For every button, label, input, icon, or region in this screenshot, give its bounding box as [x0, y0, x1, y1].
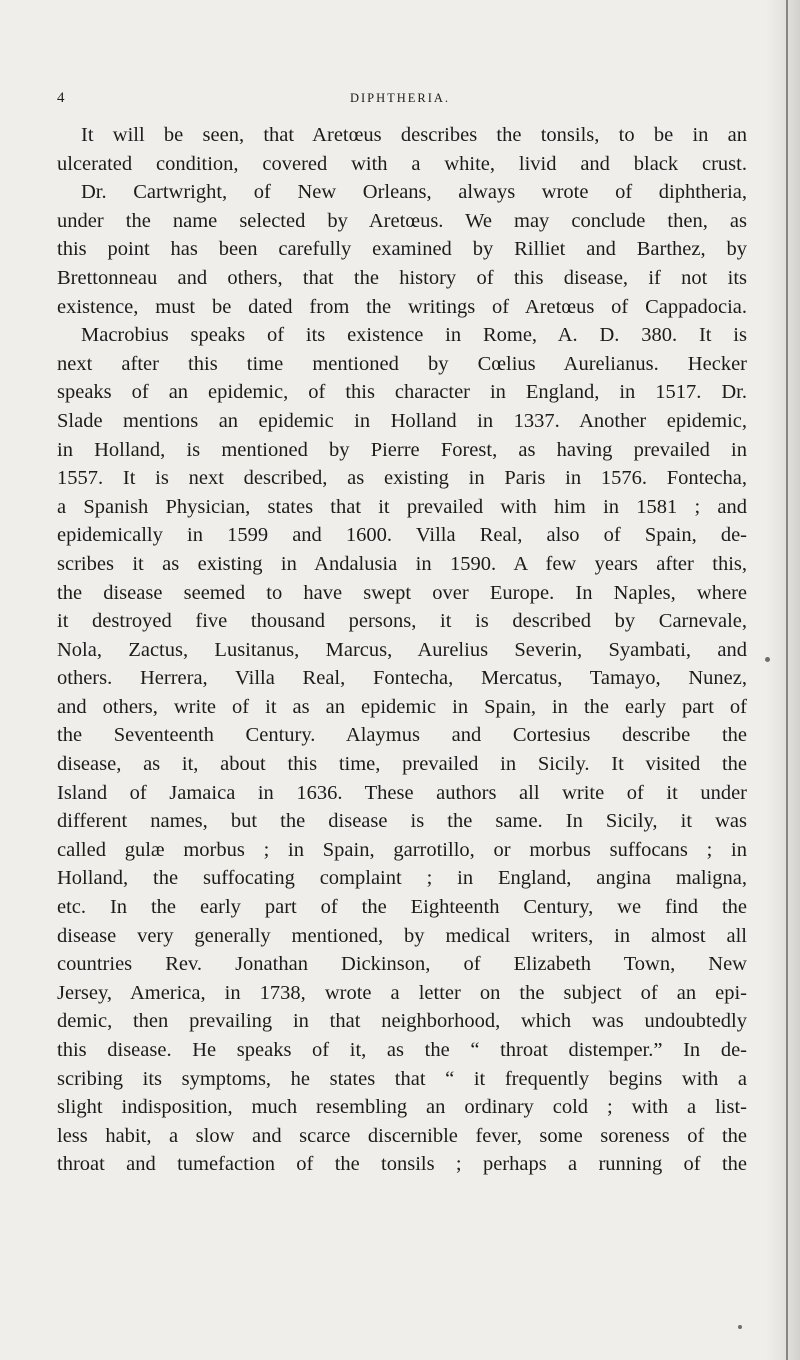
text-line: 1557. It is next described, as existing in Paris in 1576. Fontecha, [57, 467, 747, 490]
text-line: ulcerated condition, covered with a white, livid and black crust. [57, 152, 747, 175]
text-line: slight indisposition, much resembling an ordinary cold ; with a list- [57, 1096, 747, 1119]
text-line: a Spanish Physician, states that it prevailed with him in 1581 ; and [57, 495, 747, 518]
page-number: 4 [57, 90, 65, 106]
text-line: less habit, a slow and scarce discernible fever, some soreness of the [57, 1124, 747, 1147]
text-line: It will be seen, that Aretœus describes the tonsils, to be in an [81, 124, 747, 146]
text-line: Holland, the suffocating complaint ; in England, angina maligna, [57, 867, 747, 890]
text-line: the Seventeenth Century. Alaymus and Cortesius describe the [57, 724, 747, 747]
running-head: DIPHTHERIA. [349, 91, 451, 105]
text-line: existence, must be dated from the writings of Aretœus of Cappadocia. [57, 295, 747, 318]
text-line: countries Rev. Jonathan Dickinson, of Elizabeth Town, New [57, 953, 747, 976]
paper-speck [738, 1325, 742, 1329]
page-edge-line [786, 0, 788, 1360]
text-line: and others, write of it as an epidemic in Spain, in the early part of [57, 695, 747, 718]
body-text [57, 121, 747, 1179]
text-line: scribing its symptoms, he states that “ it frequently begins with a [57, 1067, 747, 1090]
text-line: scribes it as existing in Andalusia in 1590. A few years after this, [57, 552, 747, 575]
text-line: called gulæ morbus ; in Spain, garrotillo, or morbus suffocans ; in [57, 838, 747, 861]
text-line: etc. In the early part of the Eighteenth Century, we find the [57, 896, 747, 919]
text-line: disease very generally mentioned, by medical writers, in almost all [57, 924, 747, 947]
text-line: throat and tumefaction of the tonsils ; perhaps a running of the [57, 1153, 747, 1176]
text-line: disease, as it, about this time, prevailed in Sicily. It visited the [57, 753, 747, 776]
text-line: demic, then prevailing in that neighborhood, which was undoubtedly [57, 1010, 747, 1033]
text-line: Macrobius speaks of its existence in Rome, A. D. 380. It is [81, 324, 747, 347]
text-line: next after this time mentioned by Cœlius Aurelianus. Hecker [57, 352, 747, 375]
text-line: epidemically in 1599 and 1600. Villa Real, also of Spain, de- [57, 524, 747, 547]
text-line: Nola, Zactus, Lusitanus, Marcus, Aurelius Severin, Syambati, and [57, 638, 747, 661]
text-line: this disease. He speaks of it, as the “ throat distemper.” In de- [57, 1039, 747, 1061]
text-line: others. Herrera, Villa Real, Fontecha, Mercatus, Tamayo, Nunez, [57, 667, 747, 690]
text-line: under the name selected by Aretœus. We may conclude then, as [57, 209, 747, 232]
text-line: speaks of an epidemic, of this character in England, in 1517. Dr. [57, 381, 747, 404]
text-line: in Holland, is mentioned by Pierre Forest, as having prevailed in [57, 438, 747, 461]
text-line: Slade mentions an epidemic in Holland in 1337. Another epidemic, [57, 409, 747, 432]
page-edge-shadow [766, 0, 800, 1360]
text-line: Jersey, America, in 1738, wrote a letter on the subject of an epi- [57, 981, 747, 1004]
paper-speck [765, 657, 770, 662]
text-line: different names, but the disease is the same. In Sicily, it was [57, 810, 747, 833]
text-line: this point has been carefully examined by Rilliet and Barthez, by [57, 238, 747, 261]
text-line: the disease seemed to have swept over Europe. In Naples, where [57, 581, 747, 604]
text-line: Dr. Cartwright, of New Orleans, always wrote of diphtheria, [81, 181, 747, 204]
text-line: Island of Jamaica in 1636. These authors all write of it under [57, 781, 747, 804]
text-line: Brettonneau and others, that the history of this disease, if not its [57, 266, 747, 289]
text-line: it destroyed five thousand persons, it is described by Carnevale, [57, 610, 747, 633]
